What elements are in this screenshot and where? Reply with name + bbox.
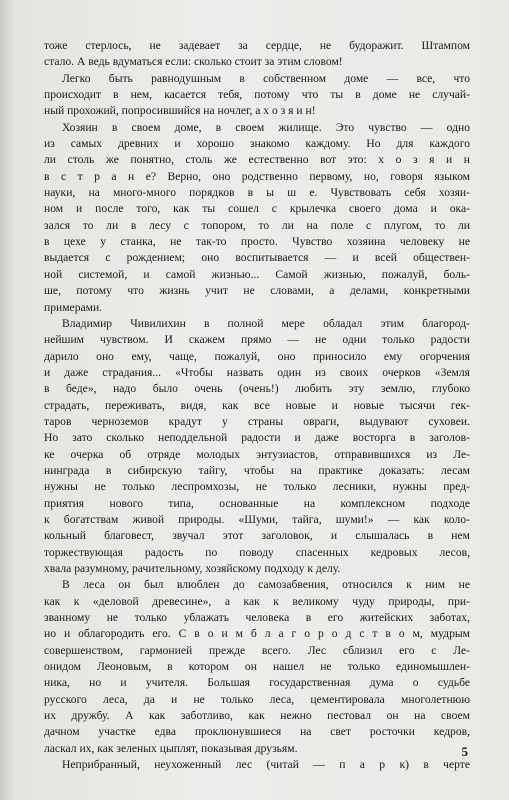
text-line: ке очерка об отряде молодых энтузиастов, отправившихся из Ле- — [44, 447, 470, 461]
text-line: тоже стерлось, не задевает за сердце, не будоражит. Штампом — [44, 39, 470, 52]
text-line: к богатствам живой природы. «Шуми, тайга, шуми!» — как коло- — [44, 512, 470, 526]
text-line: в цехе у станка, не так-то просто. Чувство хозяина человеку не — [44, 235, 470, 249]
text-line: званному не только ублажать человека в его житейских заботах, — [44, 611, 470, 625]
text-line: ника, но и учителя. Большая государственная дума о судьбе — [44, 676, 470, 690]
text-line: нейшим чувством. И скажем прямо — не одни только радости — [44, 333, 470, 347]
text-line: страдать, переживать, видя, как все новые и новые тысячи гек- — [44, 398, 470, 412]
text-line: ном и после того, как ты сошел с крылечка своего дома и ока- — [44, 202, 470, 216]
text-line: ласкал их, как зеленых цыплят, показывая друзьям. — [44, 741, 298, 755]
text-line: их дружбу. А как заботливо, как нежно пестовал он на своем — [44, 709, 470, 723]
text-line: Неприбранный, неухоженный лес (читай — п а р к) в черте — [62, 758, 470, 772]
text-line: Владимир Чивилихин в полной мере обладал этим благород- — [62, 316, 470, 330]
text-line: ли столь же понятно, столь же естественно вот это: х о з я и н — [44, 153, 470, 167]
text-line: ной системой, и самой жизнью... Самой жизнью, пожалуй, боль- — [44, 267, 470, 281]
text-line: приятия нового типа, основанные на комплексном подходе — [44, 496, 470, 510]
text-line: но и облагородить его. С в о и м б л а г о р о д с т в о м, мудрым — [44, 627, 470, 641]
text-line: Легко быть равнодушным в собственном доме — все, что — [62, 71, 470, 85]
text-line: ше, потому что жизнь учит не словами, а делами, конкретными — [44, 284, 470, 298]
text-line: онидом Леоновым, в котором он нашел не только единомышлен- — [44, 660, 470, 674]
text-line: В леса он был влюблен до самозабвения, относился к ним не — [62, 578, 470, 592]
text-line: происходит в нем, касается тебя, потому что ты в доме не случай- — [44, 88, 470, 102]
page-number: 5 — [461, 744, 468, 759]
text-line: Хозяин в своем доме, в своем жилище. Это чувство — одно — [62, 120, 470, 134]
text-line: хвала разумному, рачительному, хозяйскому подходу к делу. — [44, 562, 341, 575]
text-line: таров черноземов крадут у страны овраги, выдувают суховеи. — [44, 414, 470, 428]
text-line: зался то ли в лесу с топором, то ли на поле с плугом, то ли — [44, 218, 470, 232]
text-line: из самых древних и хорошо знакомо каждому. Но для каждого — [44, 137, 470, 151]
text-line: торжествующая радость по поводу спасенных кедровых лесов, — [44, 545, 470, 559]
text-line: науки, на много-много порядков в ы ш е. Чувствовать себя хозяи- — [44, 186, 470, 200]
text-line: ный прохожий, попросившийся на ночлег, а х о з я и н! — [44, 104, 316, 118]
text-line: нужны не только леспромхозы, не только лесники, нужны пред- — [44, 480, 470, 494]
text-line: как к «деловой древесине», а как к великому чуду природы, при- — [44, 594, 470, 608]
text-line: нинграда в сибирскую тайгу, чтобы на практике доказать: лесам — [44, 463, 470, 477]
text-line: кольный благовест, звучал этот заголовок, и слышалась в нем — [44, 529, 470, 543]
text-line: в беде», надо было очень (очень!) любить эту землю, глубоко — [44, 382, 470, 396]
text-line: в с т р а н е? Верно, оно родственно первому, но, говоря языком — [44, 169, 470, 183]
text-line: примерами. — [44, 300, 103, 314]
body-text — [44, 38, 470, 773]
text-line: дарило оно ему, чаще, пожалуй, оно приносило ему огорчения — [44, 349, 470, 363]
text-line: дачном участке едва проклюнувшиеся на свет росточки кедров, — [44, 725, 470, 739]
text-line: стало. А ведь вдуматься если: сколько стоит за этим словом! — [44, 55, 343, 69]
text-line: и даже страдания... «Чтобы назвать один из своих очерков «Земля — [44, 365, 470, 379]
text-line: выдается с рождением; оно воспитывается — и всей обществен- — [44, 251, 470, 265]
text-line: Но зато сколько неподдельной радости и даже восторга в заголов- — [44, 431, 470, 445]
text-line: русского леса, да и не только леса, цементировала многолетнюю — [44, 692, 470, 706]
text-line: совершенством, гармонией прежде всего. Лес сблизил его с Ле- — [44, 643, 470, 657]
